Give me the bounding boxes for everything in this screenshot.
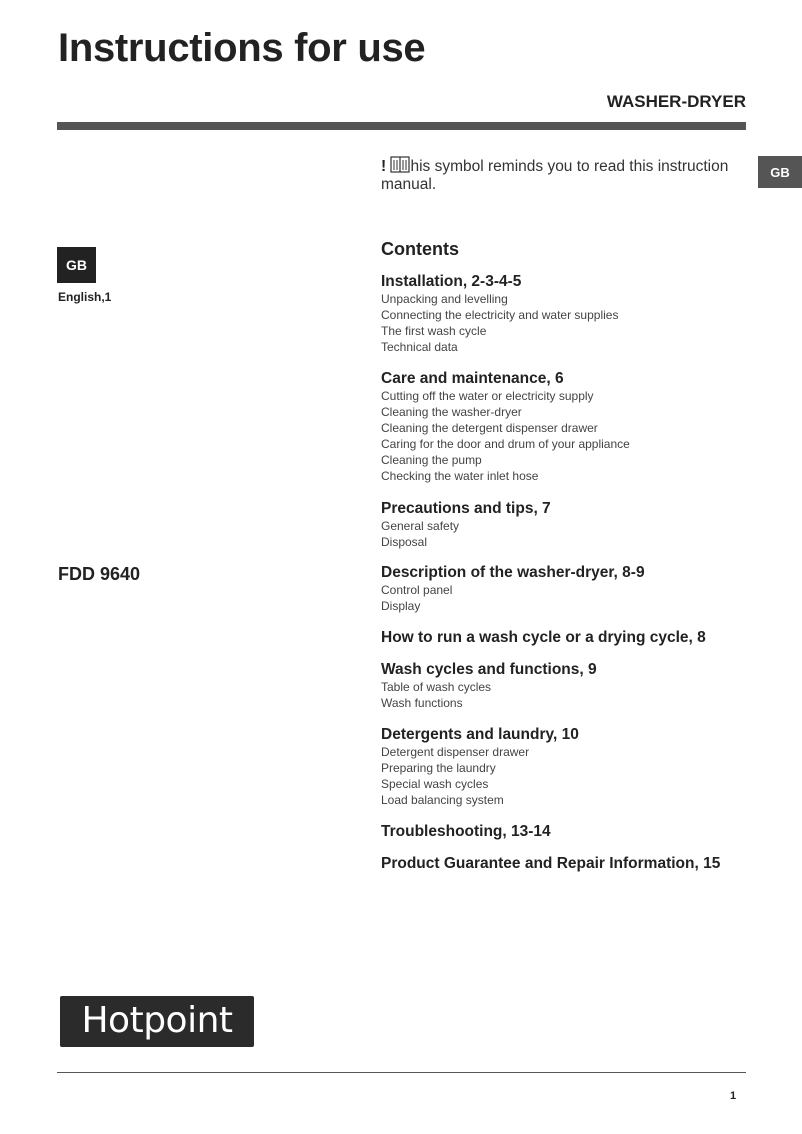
toc-item: Technical data xyxy=(381,340,458,354)
toc-section-title: Wash cycles and functions, 9 xyxy=(381,661,597,678)
read-manual-notice xyxy=(381,156,746,194)
document-title: Instructions for use xyxy=(58,26,426,70)
toc-item: Checking the water inlet hose xyxy=(381,469,539,483)
toc-item: Control panel xyxy=(381,583,453,597)
toc-item: Preparing the laundry xyxy=(381,761,496,775)
side-tab-label: GB xyxy=(770,164,790,180)
toc-section xyxy=(381,563,781,614)
toc-item: Disposal xyxy=(381,535,428,549)
toc-section-title: Product Guarantee and Repair Information, 15 xyxy=(381,855,721,872)
toc-item: Wash functions xyxy=(381,696,463,710)
notice-text: his symbol reminds you to read this instruction manual. xyxy=(381,158,729,193)
language-badge-label: GB xyxy=(66,257,87,273)
hotpoint-logo xyxy=(60,996,254,1047)
page-number: 1 xyxy=(730,1090,737,1102)
toc-item: Cleaning the pump xyxy=(381,453,482,467)
toc-section xyxy=(381,628,781,647)
toc-item: Cleaning the detergent dispenser drawer xyxy=(381,421,598,435)
toc-item: The first wash cycle xyxy=(381,324,487,338)
toc-section xyxy=(381,369,781,484)
toc-section xyxy=(381,272,781,355)
toc-section-title: Description of the washer-dryer, 8-9 xyxy=(381,564,645,581)
logo-wordmark: Hotpoint xyxy=(81,1000,233,1041)
footer-rule xyxy=(57,1072,746,1073)
contents-heading: Contents xyxy=(381,239,459,259)
toc-item: Unpacking and levelling xyxy=(381,292,508,306)
toc-section-title: Detergents and laundry, 10 xyxy=(381,726,579,743)
toc-section-title: Troubleshooting, 13-14 xyxy=(381,823,551,840)
toc-section-title: Care and maintenance, 6 xyxy=(381,370,564,387)
toc-section xyxy=(381,854,781,873)
language-side-tab xyxy=(758,156,802,188)
toc-item: Cutting off the water or electricity supply xyxy=(381,389,594,403)
toc-item: Detergent dispenser drawer xyxy=(381,745,530,759)
model-number: FDD 9640 xyxy=(58,564,141,584)
notice-exclamation: ! xyxy=(381,158,387,175)
language-page-reference: English,1 xyxy=(58,290,112,304)
header-rule xyxy=(57,122,746,130)
toc-item: Load balancing system xyxy=(381,793,504,807)
toc-item: General safety xyxy=(381,519,460,533)
document-subtitle: WASHER-DRYER xyxy=(606,92,746,111)
toc-item: Connecting the electricity and water supplies xyxy=(381,308,619,322)
toc-item: Special wash cycles xyxy=(381,777,489,791)
toc-section xyxy=(381,725,781,808)
language-badge xyxy=(57,247,96,283)
toc-item: Table of wash cycles xyxy=(381,680,492,694)
toc-item: Caring for the door and drum of your appliance xyxy=(381,437,630,451)
toc-section xyxy=(381,822,781,841)
toc-item: Cleaning the washer-dryer xyxy=(381,405,522,419)
toc-section xyxy=(381,499,781,550)
toc-section-title: How to run a wash cycle or a drying cycle, 8 xyxy=(381,629,706,646)
toc-item: Display xyxy=(381,599,421,613)
toc-section xyxy=(381,660,781,711)
toc-section-title: Precautions and tips, 7 xyxy=(381,500,551,517)
toc-section-title: Installation, 2-3-4-5 xyxy=(381,273,522,290)
book-icon xyxy=(390,156,410,173)
